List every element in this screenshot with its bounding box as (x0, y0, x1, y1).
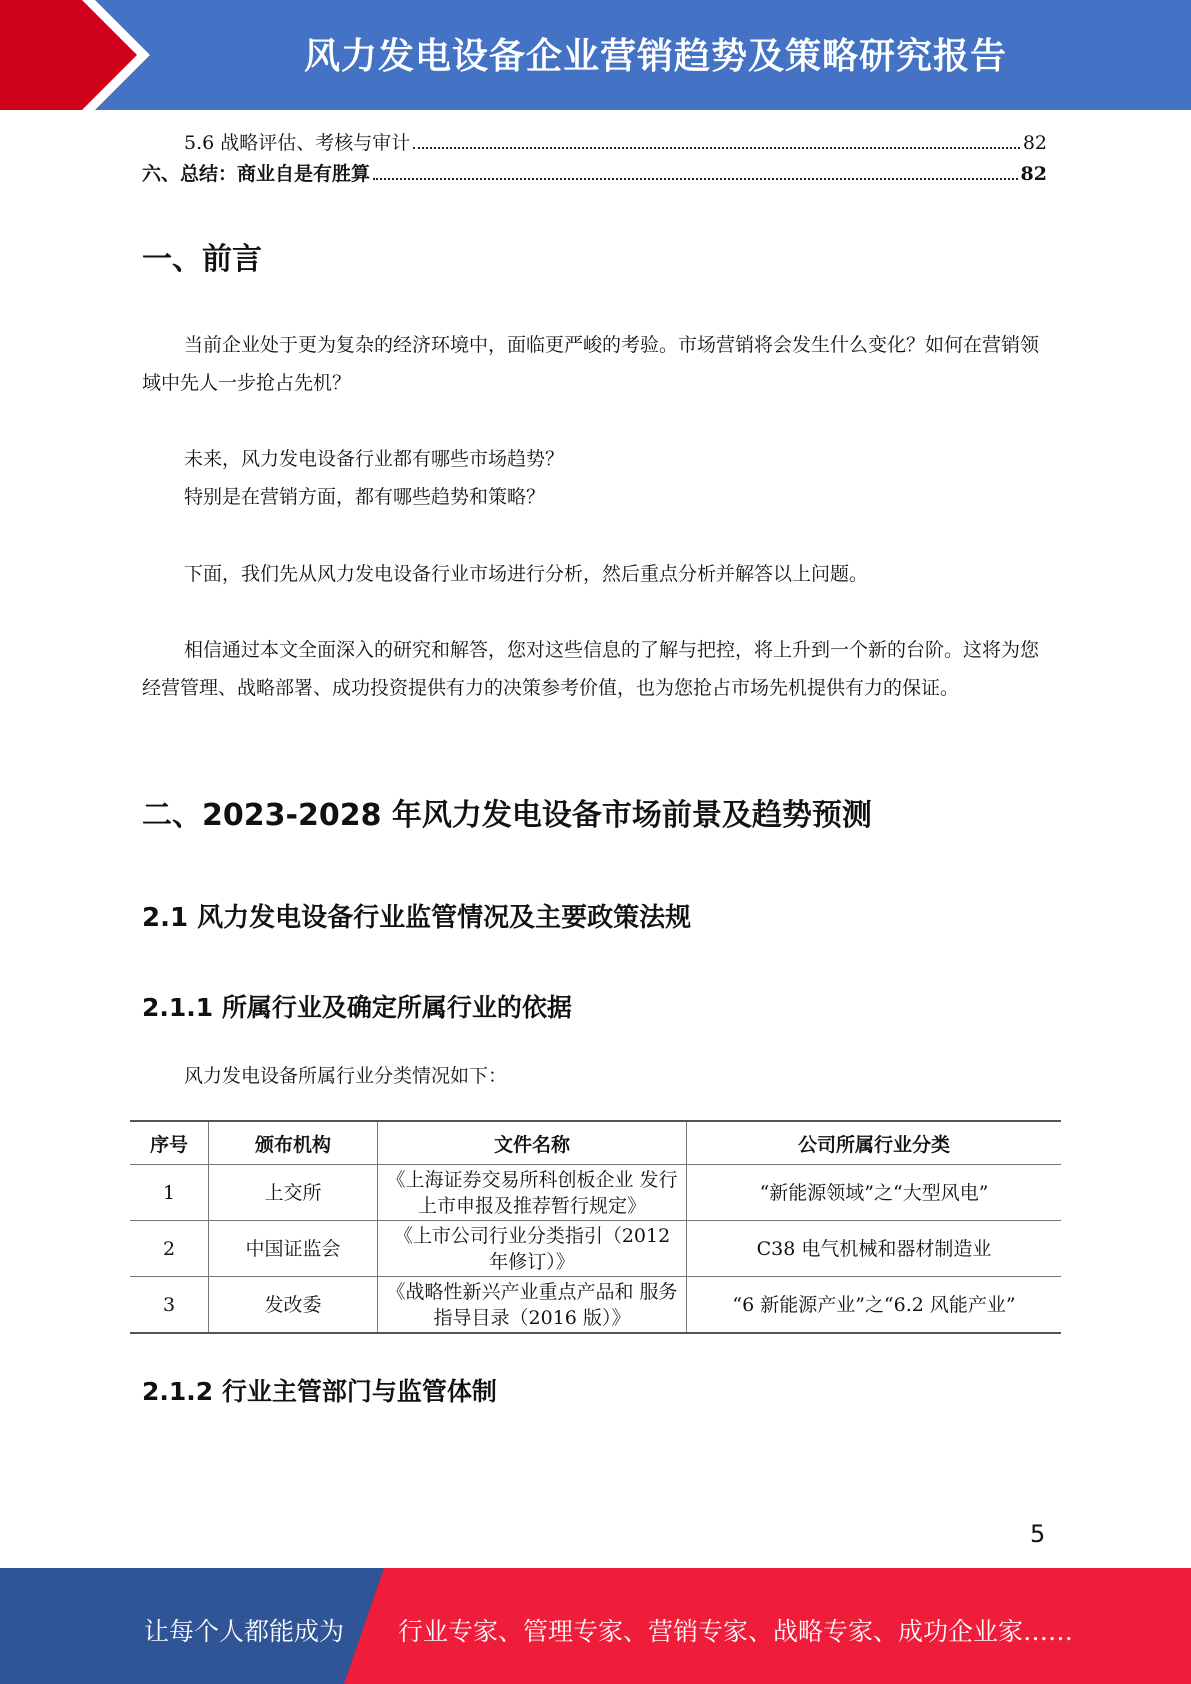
table-row (130, 1165, 1061, 1221)
preface-paragraph: 未来，风力发电设备行业都有哪些市场趋势？ (184, 448, 565, 470)
table-cell: “新能源领域”之“大型风电” (687, 1165, 1062, 1221)
section-2-1-heading: 2.1 风力发电设备行业监管情况及主要政策法规 (142, 903, 692, 933)
table-cell: 《上市公司行业分类指引（2012 年修订）》 (378, 1221, 687, 1277)
table-cell: 《战略性新兴产业重点产品和 服务指导目录（2016 版）》 (378, 1277, 687, 1334)
preface-paragraph: 特别是在营销方面，都有哪些趋势和策略？ (184, 486, 546, 508)
preface-paragraph: 当前企业处于更为复杂的经济环境中，面临更严峻的考验。市场营销将会发生什么变化？如何在营销领域中先人一步抢占先机？ (142, 334, 1040, 394)
page-header (0, 0, 1191, 110)
preface-heading: 一、前言 (142, 242, 262, 277)
table-header-row (130, 1121, 1061, 1165)
column-header: 序号 (130, 1121, 209, 1165)
toc-entry-page: 82 (1022, 132, 1047, 154)
section-2-1-2-heading: 2.1.2 行业主管部门与监管体制 (142, 1377, 497, 1406)
footer-slogan-right: 行业专家、管理专家、营销专家、战略专家、成功企业家…… (398, 1617, 1074, 1646)
column-header: 文件名称 (378, 1121, 687, 1165)
column-header: 公司所属行业分类 (687, 1121, 1062, 1165)
section-2-heading: 二、2023-2028 年风力发电设备市场前景及趋势预测 (142, 798, 872, 833)
toc-entry[interactable] (142, 159, 1047, 190)
table-cell: 中国证监会 (209, 1221, 378, 1277)
industry-classification-table (130, 1120, 1061, 1334)
table-of-contents (142, 128, 1047, 190)
table-cell: 《上海证券交易所科创板企业 发行上市申报及推荐暂行规定》 (378, 1165, 687, 1221)
table-cell: 2 (130, 1221, 209, 1277)
footer-slogan-left: 让每个人都能成为 (144, 1617, 345, 1646)
page-number: 5 (1030, 1520, 1046, 1548)
toc-entry-label: 5.6 战略评估、考核与审计 (184, 132, 411, 154)
column-header: 颁布机构 (209, 1121, 378, 1165)
table-intro-text: 风力发电设备所属行业分类情况如下： (184, 1065, 508, 1087)
table-cell: 3 (130, 1277, 209, 1334)
preface-paragraph: 下面，我们先从风力发电设备行业市场进行分析，然后重点分析并解答以上问题。 (184, 563, 869, 585)
page-footer (0, 1568, 1191, 1684)
preface-paragraph: 相信通过本文全面深入的研究和解答，您对这些信息的了解与把控，将上升到一个新的台阶。这将为您经营管理、战略部署、成功投资提供有力的决策参考价值，也为您抢占市场先机提供有力的保证。 (142, 639, 1040, 699)
section-2-1-1-heading: 2.1.1 所属行业及确定所属行业的依据 (142, 993, 572, 1022)
table-row (130, 1221, 1061, 1277)
table-cell: 1 (130, 1165, 209, 1221)
toc-entry-label: 六、总结：商业自是有胜算 (142, 163, 371, 185)
toc-leader-dots (373, 178, 1018, 180)
toc-leader-dots (413, 147, 1020, 149)
report-title: 风力发电设备企业营销趋势及策略研究报告 (303, 36, 1007, 77)
table-cell: “6 新能源产业”之“6.2 风能产业” (687, 1277, 1062, 1334)
toc-entry[interactable] (142, 128, 1047, 159)
table-row (130, 1277, 1061, 1334)
toc-entry-page: 82 (1020, 163, 1047, 185)
table-cell: C38 电气机械和器材制造业 (687, 1221, 1062, 1277)
table-cell: 发改委 (209, 1277, 378, 1334)
table-cell: 上交所 (209, 1165, 378, 1221)
